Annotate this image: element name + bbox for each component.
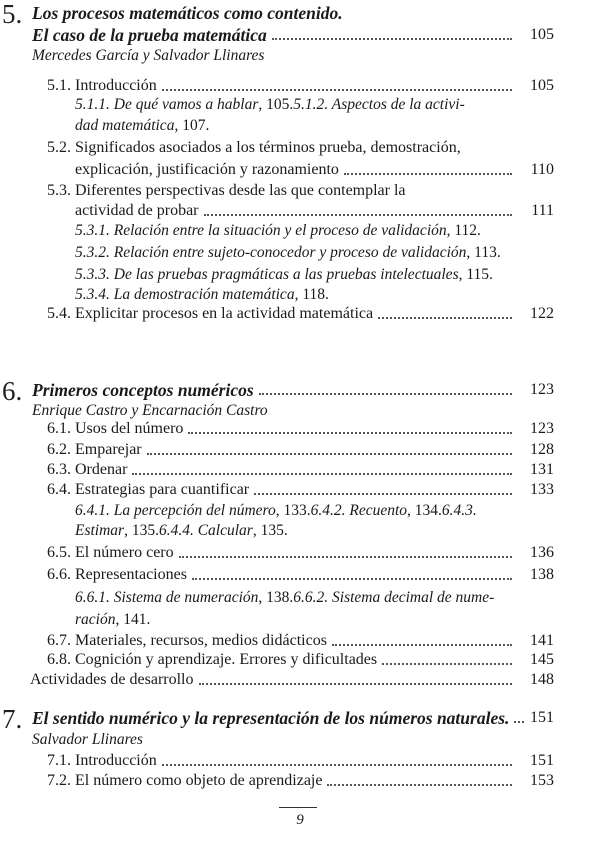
section-entry-text: 6.3. Ordenar: [47, 461, 128, 478]
section-entry[interactable]: [47, 649, 554, 671]
section-entry-text: 7.2. El número como objeto de aprendizaje: [47, 772, 323, 789]
subsection-title: 5.1.2. Aspectos de la activi-: [293, 96, 465, 113]
chapter-authors-text: Enrique Castro y Encarnación Castro: [32, 402, 268, 419]
page-number: 145: [530, 651, 554, 668]
subsection-page: , 134.: [407, 502, 442, 519]
subsection-page: , 113.: [466, 244, 501, 261]
section-entry-continued-text: explicación, justificación y razonamiento: [75, 161, 339, 178]
subsection-title: 6.4.1. La percepción del número: [75, 502, 276, 519]
subsection-page: , 135.: [252, 522, 288, 539]
leader-dots: [204, 214, 513, 216]
page-number: 105: [530, 26, 554, 43]
leader-dots: [192, 578, 512, 580]
leader-dots: [132, 473, 512, 475]
section-entry-text: 5.2. Significados asociados a los términos prueba, demostración,: [47, 139, 461, 156]
chapter-title[interactable]: [32, 379, 554, 401]
subsection-title: ración: [75, 611, 116, 628]
page-number: 148: [530, 671, 554, 688]
chapter-number: 5.: [2, 0, 23, 29]
extra-entry-text: Actividades de desarrollo: [30, 671, 194, 688]
subsection-page: , 115.: [458, 266, 493, 283]
subsection-page: , 133.: [275, 502, 311, 519]
chapter-authors-text: Mercedes García y Salvador Llinares: [32, 47, 265, 64]
leader-dots: [199, 683, 513, 685]
leader-dots: [378, 317, 512, 319]
leader-dots: [344, 173, 512, 175]
section-entry-text: 6.7. Materiales, recursos, medios didácticos: [47, 632, 327, 649]
section-entry-text: 6.8. Cognición y aprendizaje. Errores y dificultades: [47, 651, 378, 668]
page-number: 136: [530, 544, 554, 561]
subsection-page: , 141.: [115, 611, 151, 628]
subsection-page: , 135.: [124, 522, 159, 539]
chapter-authors: [32, 729, 518, 751]
subsection-page: , 105.: [258, 96, 294, 113]
leader-dots: [332, 644, 512, 646]
subsection-line: [75, 220, 518, 242]
section-entry-text: 5.1. Introducción: [47, 77, 157, 94]
subsection-title: 6.6.1. Sistema de numeración: [75, 589, 259, 606]
section-entry[interactable]: [47, 542, 554, 564]
subsection-page: , 112.: [446, 222, 481, 239]
leader-dots: [147, 453, 512, 455]
page-number: 110: [530, 161, 554, 178]
page-number: 131: [530, 461, 554, 478]
subsection-page: , 107.: [174, 117, 210, 134]
chapter-title[interactable]: [32, 2, 518, 24]
subsection-line: [75, 520, 518, 542]
section-entry-text: 5.4. Explicitar procesos en la actividad matemática: [47, 305, 374, 322]
page-number: 141: [530, 632, 554, 649]
section-entry-continued-text: actividad de probar: [75, 202, 199, 219]
subsection-line: [75, 242, 518, 264]
section-entry-text: 6.5. El número cero: [47, 544, 174, 561]
section-entry-text: 5.3. Diferentes perspectivas desde las que contemplar la: [47, 182, 406, 199]
chapter-title[interactable]: [32, 24, 554, 46]
page-number: 123: [530, 420, 554, 437]
chapter-title-text: El caso de la prueba matemática: [32, 25, 267, 45]
page-number: 122: [530, 305, 554, 322]
leader-dots: [254, 493, 512, 495]
subsection-title: 5.3.4. La demostración matemática: [75, 286, 295, 303]
chapter-number: 6.: [2, 376, 23, 406]
page-number: 138: [530, 566, 554, 583]
leader-dots: [272, 38, 512, 40]
page-number: 151: [530, 752, 554, 769]
subsection-line: [75, 94, 518, 116]
page-number: 9: [296, 812, 304, 828]
section-entry[interactable]: [47, 418, 554, 440]
subsection-title: 5.1.1. De qué vamos a hablar: [75, 96, 259, 113]
section-entry[interactable]: [47, 180, 518, 202]
section-entry[interactable]: [47, 137, 518, 159]
chapter-authors: [32, 45, 518, 67]
leader-dots: [188, 432, 512, 434]
leader-dots: [179, 556, 512, 558]
subsection-title: 5.3.2. Relación entre sujeto-conocedor y proceso de validación: [75, 244, 467, 261]
chapter-title[interactable]: [32, 707, 554, 729]
section-entry[interactable]: [47, 303, 554, 325]
page-number: 123: [530, 381, 554, 398]
page-number: 153: [530, 772, 554, 789]
subsection-title: 6.4.4. Calcular: [158, 522, 253, 539]
subsection-line: [75, 264, 518, 286]
section-entry-text: 7.1. Introducción: [47, 752, 157, 769]
subsection-page: , 118.: [294, 286, 329, 303]
leader-dots: [327, 784, 512, 786]
chapter-title-text: Primeros conceptos numéricos: [32, 380, 254, 400]
page-number: 151: [530, 709, 554, 726]
subsection-title: 6.4.3.: [441, 502, 477, 519]
chapter-authors-text: Salvador Llinares: [32, 731, 143, 748]
subsection-title: Estimar: [75, 522, 125, 539]
section-entry[interactable]: [47, 459, 554, 481]
subsection-line: [75, 587, 518, 609]
page-number: 105: [530, 77, 554, 94]
leader-dots: [162, 89, 512, 91]
section-entry-text: 6.2. Emparejar: [47, 441, 142, 458]
subsection-line: [75, 115, 518, 137]
extra-entry[interactable]: [30, 669, 554, 691]
section-entry[interactable]: [47, 770, 554, 792]
folio-rule: [279, 807, 317, 808]
chapter-number: 7.: [2, 704, 23, 734]
leader-dots: [162, 764, 512, 766]
section-entry[interactable]: [47, 750, 554, 772]
subsection-title: 6.4.2. Recuento: [310, 502, 408, 519]
subsection-title: 6.6.2. Sistema decimal de nume-: [293, 589, 495, 606]
section-entry-text: 6.4. Estrategias para cuantificar: [47, 481, 250, 498]
section-entry[interactable]: [47, 439, 554, 461]
section-entry[interactable]: [47, 479, 554, 501]
leader-dots: [259, 393, 512, 395]
subsection-line: [75, 500, 518, 522]
chapter-title-text: El sentido numérico y la representación de los números naturales.: [32, 708, 510, 728]
page-number: 128: [530, 441, 554, 458]
page-number: 111: [531, 202, 554, 219]
leader-dots: [382, 663, 512, 665]
subsection-title: dad matemática: [75, 117, 175, 134]
section-entry[interactable]: [47, 564, 554, 586]
subsection-page: , 138.: [258, 589, 294, 606]
subsection-title: 5.3.3. De las pruebas pragmáticas a las pruebas intelectuales: [75, 266, 459, 283]
section-entry-text: 6.1. Usos del número: [47, 420, 184, 437]
page-number: 133: [530, 481, 554, 498]
subsection-title: 5.3.1. Relación entre la situación y el proceso de validación: [75, 222, 447, 239]
section-entry-continued[interactable]: [75, 159, 554, 181]
section-entry-text: 6.6. Representaciones: [47, 566, 187, 583]
subsection-line: [75, 609, 518, 631]
chapter-title-text: Los procesos matemáticos como contenido.: [32, 3, 343, 23]
section-entry-continued[interactable]: [75, 200, 554, 222]
